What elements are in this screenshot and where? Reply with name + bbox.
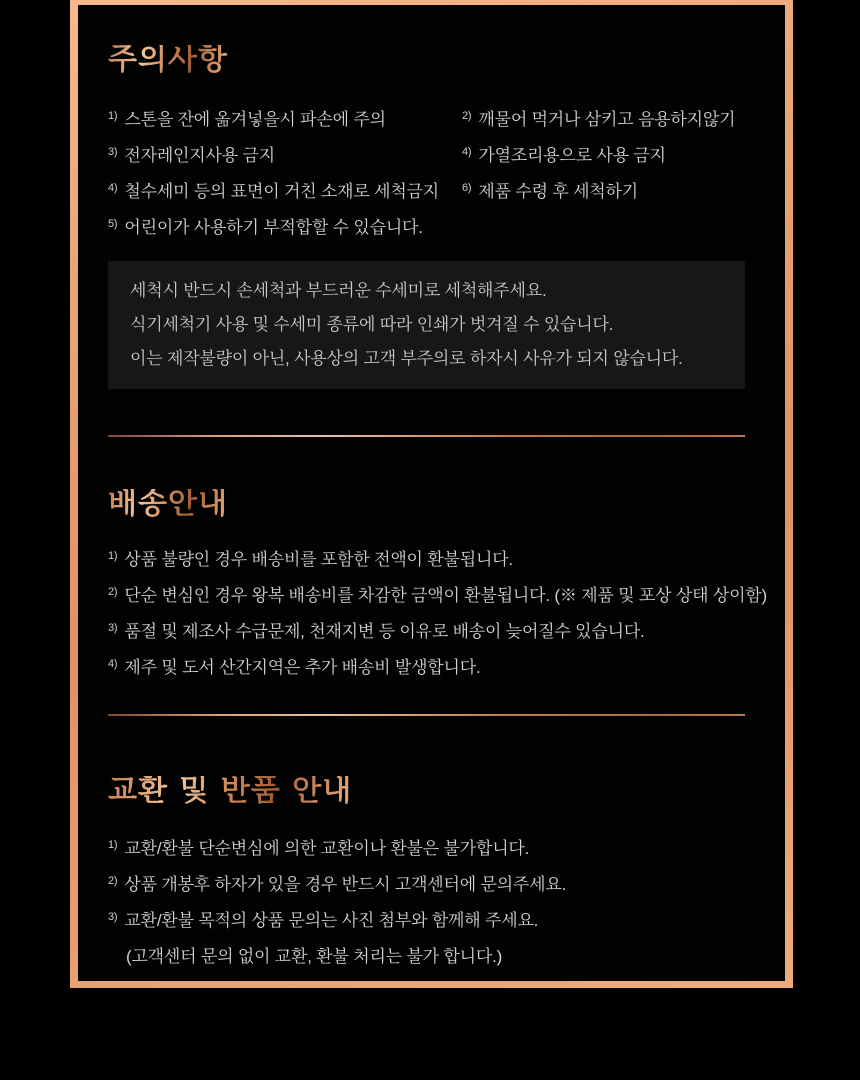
list-item	[108, 832, 747, 868]
section-divider	[108, 435, 745, 437]
item-number: 5)	[108, 218, 118, 230]
item-number: 4)	[462, 146, 472, 158]
item-number: 2)	[108, 875, 118, 887]
item-number: 3)	[108, 622, 118, 634]
item-text: 가열조리용으로 사용 금지	[478, 146, 666, 165]
item-text: 어린이가 사용하기 부적합할 수 있습니다.	[124, 218, 423, 237]
exchange-note	[126, 940, 747, 973]
list-item	[108, 543, 747, 579]
shipping-items	[108, 543, 767, 687]
item-number: 1)	[108, 110, 118, 122]
list-item	[108, 615, 747, 651]
item-number: 6)	[462, 182, 472, 194]
item-text: 품절 및 제조사 수급문제, 천재지변 등 이유로 배송이 늦어질수 있습니다.	[124, 622, 645, 641]
notice-line: 세척시 반드시 손세척과 부드러운 수세미로 세척해주세요.	[130, 281, 547, 300]
item-text: 스톤을 잔에 옮겨넣을시 파손에 주의	[124, 110, 386, 129]
caution-items-left	[108, 103, 462, 247]
note-text: (고객센터 문의 없이 교환, 환불 처리는 불가 합니다.)	[126, 947, 503, 966]
section-divider	[108, 714, 745, 716]
exchange-return-title: 교환 및 반품 안내	[108, 773, 353, 808]
notice-line: 식기세척기 사용 및 수세미 종류에 따라 인쇄가 벗겨질 수 있습니다.	[130, 315, 614, 334]
item-text: 제품 수령 후 세척하기	[478, 182, 638, 201]
list-item	[108, 175, 462, 211]
shipping-title: 배송안내	[108, 486, 228, 521]
item-text: 교환/환불 단순변심에 의한 교환이나 환불은 불가합니다.	[124, 839, 530, 858]
item-number: 2)	[462, 110, 472, 122]
list-item	[108, 103, 462, 139]
item-text: 전자레인지사용 금지	[124, 146, 275, 165]
item-text: 상품 개봉후 하자가 있을 경우 반드시 고객센터에 문의주세요.	[124, 875, 567, 894]
list-item	[108, 651, 747, 687]
notice-line: 이는 제작불량이 아닌, 사용상의 고객 부주의로 하자시 사유가 되지 않습니다.	[130, 349, 683, 368]
item-text: 철수세미 등의 표면이 거친 소재로 세척금지	[124, 182, 440, 201]
shipping-section	[108, 486, 767, 687]
item-text: 단순 변심인 경우 왕복 배송비를 차감한 금액이 환불됩니다. (※ 제품 및 포상 상태 상이함)	[124, 586, 767, 605]
caution-title: 주의사항	[108, 42, 228, 77]
item-text: 상품 불량인 경우 배송비를 포함한 전액이 환불됩니다.	[124, 550, 513, 569]
caution-items	[108, 103, 747, 247]
copper-frame	[70, 0, 793, 988]
list-item	[108, 211, 462, 247]
item-text: 깨물어 먹거나 삼키고 음용하지않기	[478, 110, 736, 129]
exchange-items	[108, 832, 747, 973]
list-item	[462, 103, 747, 139]
frame-inner	[78, 5, 785, 981]
item-number: 1)	[108, 839, 118, 851]
list-item	[462, 175, 747, 211]
caution-section	[108, 42, 747, 389]
item-text: 교환/환불 목적의 상품 문의는 사진 첨부와 함께해 주세요.	[124, 911, 539, 930]
item-text: 제주 및 도서 산간지역은 추가 배송비 발생합니다.	[124, 658, 481, 677]
list-item	[108, 579, 767, 615]
list-item	[108, 868, 747, 904]
item-number: 4)	[108, 658, 118, 670]
exchange-return-section	[108, 773, 747, 973]
list-item	[108, 139, 462, 175]
item-number: 3)	[108, 911, 118, 923]
caution-items-right	[462, 103, 747, 247]
list-item	[462, 139, 747, 175]
list-item	[108, 904, 747, 940]
item-number: 4)	[108, 182, 118, 194]
item-number: 2)	[108, 586, 118, 598]
item-number: 3)	[108, 146, 118, 158]
washing-notice-box	[108, 261, 745, 389]
item-number: 1)	[108, 550, 118, 562]
